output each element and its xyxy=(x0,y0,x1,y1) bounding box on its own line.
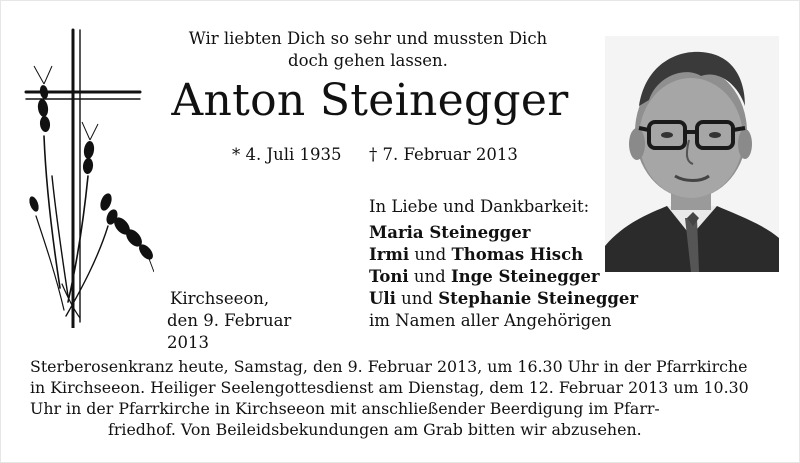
service-line: friedhof. Von Beileidsbekundungen am Grab bitten wir abzusehen. xyxy=(108,420,642,439)
family-row xyxy=(369,244,638,266)
service-line: in Kirchseeon. Heiliger Seelengottesdienst am Dienstag, dem 12. Februar 2013 um 10.30 xyxy=(30,378,749,397)
family-member: Toni xyxy=(369,267,409,286)
intro-verse xyxy=(158,28,578,72)
family-list xyxy=(369,222,638,310)
death-date: † 7. Februar 2013 xyxy=(369,145,518,164)
place-date: den 9. Februar 2013 xyxy=(167,311,292,352)
deceased-name: Anton Steinegger xyxy=(171,75,569,126)
intro-line-1: Wir liebten Dich so sehr und mussten Dich xyxy=(188,29,548,48)
thanks-heading: In Liebe und Dankbarkeit: xyxy=(369,197,590,216)
birth-date: * 4. Juli 1935 xyxy=(232,145,342,164)
family-joiner: und xyxy=(409,245,452,264)
cross-with-wheat-icon xyxy=(22,26,154,328)
relatives-line: im Namen aller Angehörigen xyxy=(369,311,612,330)
family-member: Uli xyxy=(369,289,396,308)
family-row xyxy=(369,222,638,244)
family-joiner: und xyxy=(408,267,451,286)
family-joiner: und xyxy=(395,289,439,308)
place-and-date xyxy=(167,288,340,354)
service-line: Sterberosenkranz heute, Samstag, den 9. Februar 2013, um 16.30 Uhr in der Pfarrkirche xyxy=(30,357,748,376)
family-member: Irmi xyxy=(369,245,410,264)
place: Kirchseeon, xyxy=(170,289,270,308)
family-member: Thomas Hisch xyxy=(451,245,584,264)
intro-line-2: doch gehen lassen. xyxy=(288,51,448,70)
service-details xyxy=(30,356,770,440)
family-row xyxy=(369,266,638,288)
family-member: Stephanie Steinegger xyxy=(438,289,639,308)
family-member: Inge Steinegger xyxy=(450,267,600,286)
family-member: Maria Steinegger xyxy=(369,223,531,242)
family-row xyxy=(369,288,638,310)
service-line: Uhr in der Pfarrkirche in Kirchseeon mit anschließender Beerdigung im Pfarr- xyxy=(30,399,660,418)
